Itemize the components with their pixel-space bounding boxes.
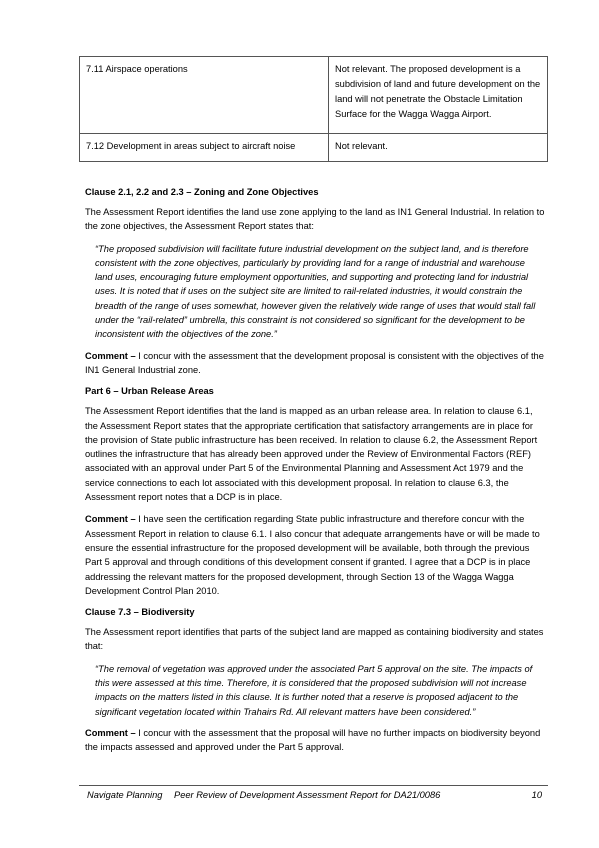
comment-text: I concur with the assessment that the proposal will have no further impacts on biodiversity beyond the impacts assessed and approved under the Part 5 approval. <box>85 727 541 753</box>
urban-comment <box>85 512 545 598</box>
footer-title: Peer Review of Development Assessment Report for DA21/0086 <box>174 790 441 800</box>
table-cell-comment: Not relevant. The proposed development is a subdivision of land and future development on the land will not penetrate the Obstacle Limitation Surface for the Wagga Wagga Airport. <box>329 57 548 134</box>
footer-divider <box>79 785 548 786</box>
footer-company: Navigate Planning <box>87 790 163 800</box>
requirements-table <box>79 56 548 162</box>
table-cell-item: 7.12 Development in areas subject to aircraft noise <box>80 134 329 162</box>
table-cell-comment: Not relevant. <box>329 134 548 162</box>
zoning-comment <box>85 349 545 378</box>
section-heading-biodiversity: Clause 7.3 – Biodiversity <box>85 607 195 618</box>
biodiversity-quote: “The removal of vegetation was approved under the associated Part 5 approval on the site. The impacts of this were assessed at this time. Therefore, it is considered that the proposed subdivision will not increase impacts on the matters listed in this clause. It is further noted that a reserve is proposed adjacent to the significant vegetation located within Trahairs Rd. All relevant matters have been considered.” <box>95 663 533 717</box>
table-cell-item: 7.11 Airspace operations <box>80 57 329 134</box>
table-row <box>80 134 548 162</box>
document-body <box>85 186 545 763</box>
comment-label: Comment – <box>85 350 136 361</box>
biodiversity-intro: The Assessment report identifies that parts of the subject land are mapped as containing biodiversity and states that: <box>85 627 544 652</box>
comment-label: Comment – <box>85 727 136 738</box>
page-footer <box>79 788 548 802</box>
page-number: 10 <box>531 790 542 800</box>
zoning-intro: The Assessment Report identifies the land use zone applying to the land as IN1 General Industrial. In relation to the zone objectives, the Assessment Report states that: <box>85 207 545 232</box>
table-row <box>80 57 548 134</box>
zoning-quote: “The proposed subdivision will facilitate future industrial development on the subject land, and is therefore consistent with the zone objectives, particularly by providing land for a range of industrial and warehouse land uses, encouraging future employment opportunities, and supporting and protecting land for industrial uses. It is noted that if uses on the subject site are limited to rail-related industries, it would constrain the breadth of the range of uses somewhat, however given the relatively wide range of uses that would stall fall under the “rail-related” umbrella, this constraint is not considered so significant for the development to be inconsistent with the objectives of the zone.” <box>95 243 536 340</box>
comment-text: I concur with the assessment that the development proposal is consistent with the objectives of the IN1 General Industrial zone. <box>85 350 544 375</box>
urban-body: The Assessment Report identifies that the land is mapped as an urban release area. In relation to clause 6.1, the Assessment Report states that the appropriate certification that satisfactory arrangements are in place for the provision of State public infrastructure has been received. In relation to clause 6.2, the Assessment Report outlines the infrastructure that has already been approved under the Review of Environmental Factors (REF) associated with an approval under Part 5 of the Environmental Planning and Assessment Act 1979 and the service connections to each lot associated with this development proposal. In relation to clause 6.3, the Assessment report notes that a DCP is in place. <box>85 406 538 503</box>
section-heading-zoning: Clause 2.1, 2.2 and 2.3 – Zoning and Zone Objectives <box>85 187 319 197</box>
section-heading-urban: Part 6 – Urban Release Areas <box>85 386 214 397</box>
comment-label: Comment – <box>85 514 136 525</box>
comment-text: I have seen the certification regarding State public infrastructure and therefore concur with the Assessment Report in relation to clause 6.1. I also concur that adequate arrangements have or will be made to ensure the essential infrastructure for the proposed development will be available, both through the previous Part 5 approval and through conditions of this development consent if granted. I agree that a DCP is in place addressing the relevant matters for the proposed development, through Section 13 of the Wagga Wagga Development Control Plan 2010. <box>85 514 540 596</box>
biodiversity-comment <box>85 726 545 755</box>
